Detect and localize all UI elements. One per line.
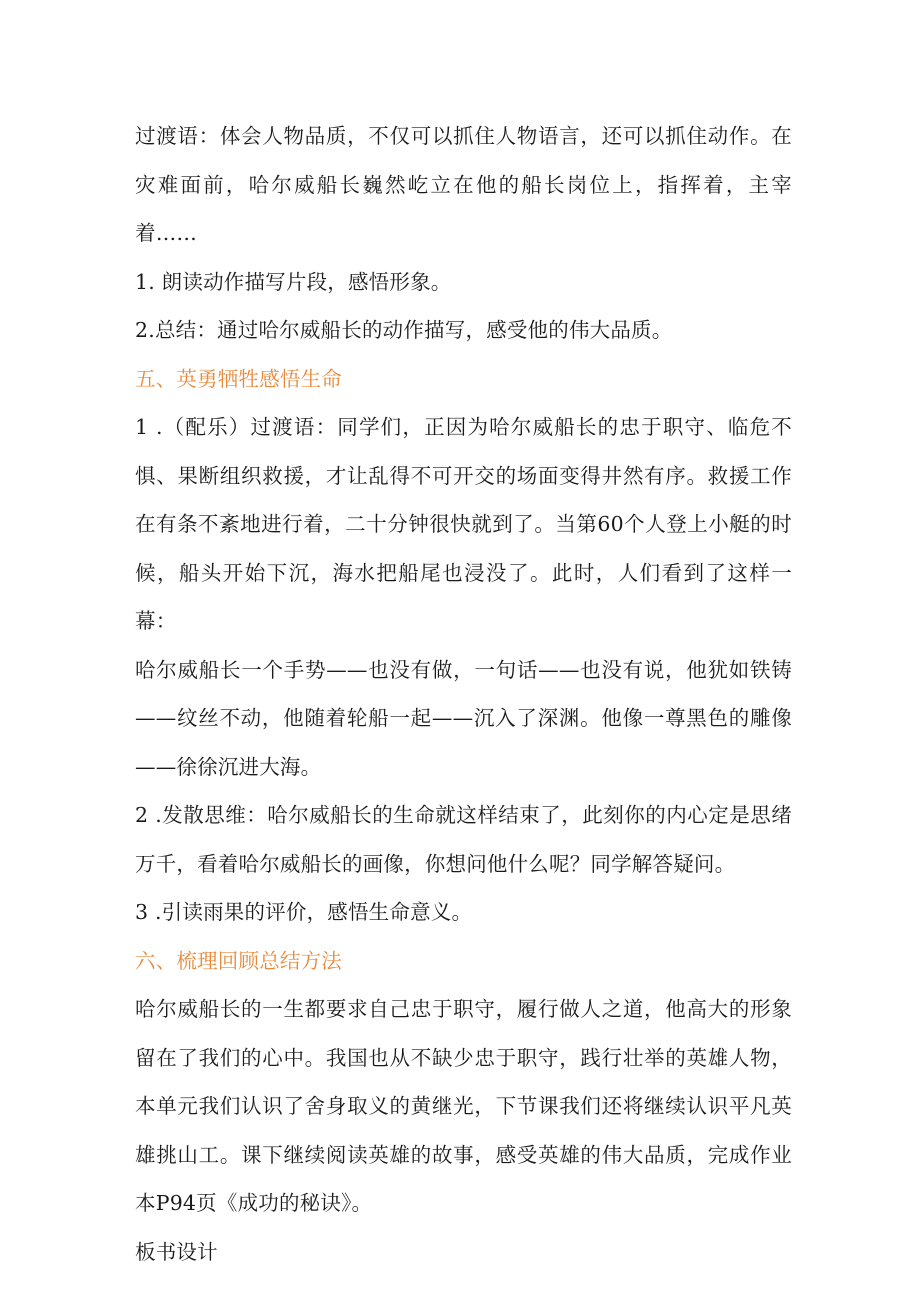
captain-description-paragraph: 哈尔威船长一个手势——也没有做，一句话——也没有说，他犹如铁铸——纹丝不动，他随着轮船一起——沉入了深渊。他像一尊黑色的雕像——徐徐沉进大海。 [135,657,792,779]
section-heading-5: 五、英勇牺牲感悟生命 [135,366,342,391]
board-design-label: 板书设计 [135,1239,218,1264]
section-heading-6: 六、梳理回顾总结方法 [135,948,342,973]
step-2-summary: 2.总结：通过哈尔威船长的动作描写，感受他的伟大品质。 [135,318,673,342]
section-5-item-2: 2 .发散思维：哈尔威船长的生命就这样结束了，此刻你的内心定是思绪万千，看着哈尔威船长的画像，你想问他什么呢？同学解答疑问。 [135,803,792,876]
transition-paragraph: 过渡语：体会人物品质，不仅可以抓住人物语言，还可以抓住动作。在灾难面前，哈尔威船长巍然屹立在他的船长岗位上，指挥着，主宰着…… [135,124,792,245]
step-1-read-aloud: 1. 朗读动作描写片段，感悟形象。 [135,269,452,294]
section-5-item-3: 3 .引读雨果的评价，感悟生命意义。 [135,900,473,924]
summary-paragraph: 哈尔威船长的一生都要求自己忠于职守，履行做人之道，他高大的形象留在了我们的心中。我国也从不缺少忠于职守，践行壮举的英雄人物，本单元我们认识了舍身取义的黄继光，下节课我们还将继续认识平凡英雄挑山工。课下继续阅读英雄的故事，感受英雄的伟大品质，完成作业本P94页《成功的秘诀》。 [135,997,792,1215]
section-5-item-1: 1 .（配乐）过渡语：同学们，正因为哈尔威船长的忠于职守、临危不惧、果断组织救援，才让乱得不可开交的场面变得井然有序。救援工作在有条不紊地进行着，二十分钟很快就到了。当第60个人登上小艇的时候，船头开始下沉，海水把船尾也浸没了。此时，人们看到了这样一幕： [135,415,792,633]
